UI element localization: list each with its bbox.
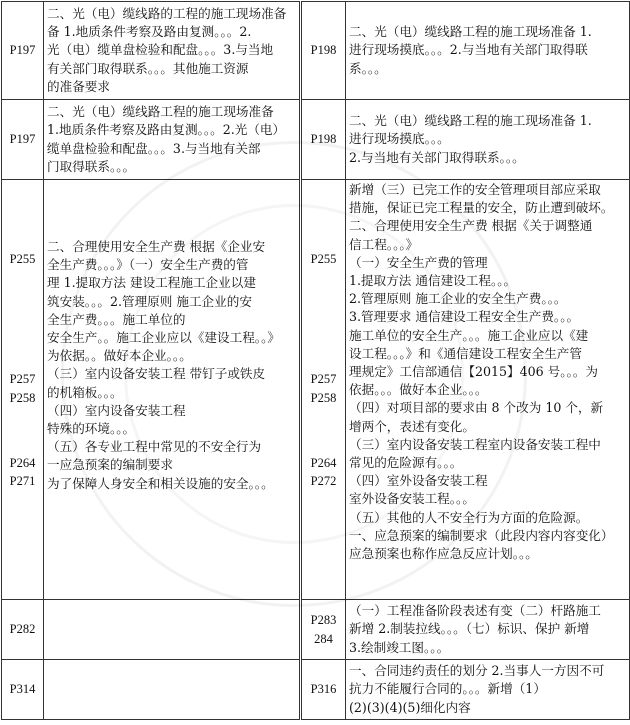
new-page-ref: P258 xyxy=(310,391,337,406)
old-page-ref: P197 xyxy=(2,100,44,180)
new-page-ref: P283 xyxy=(310,613,337,628)
new-line: 系。。。 xyxy=(349,60,387,76)
old-content xyxy=(44,180,301,600)
new-page-ref: P198 xyxy=(301,2,346,100)
new-line: 二、光（电）缆线路工程的施工现场准备 1. xyxy=(349,113,592,129)
new-line: 1.提取方法 通信建设工程。。。 xyxy=(349,273,517,289)
old-page-ref: P255 xyxy=(9,252,36,266)
table-row xyxy=(2,180,630,600)
new-line: 一、合同违约责任的划分 2.当事人一方因不可 xyxy=(349,663,605,679)
old-page-ref: P271 xyxy=(9,473,36,488)
old-line: 安全生产。。施工企业应以《建设工程。。》 xyxy=(47,330,280,346)
table-row xyxy=(2,660,630,720)
old-line: 全生产费。。。》（一）安全生产费的管 xyxy=(47,257,249,273)
old-page-ref: P282 xyxy=(2,600,44,660)
old-line: 缆单盘检验和配盘。。。3.与当地有关部 xyxy=(47,140,261,156)
old-line: 有关部门取得联系。。。其他施工资源 xyxy=(47,60,249,76)
old-content xyxy=(44,100,301,180)
new-line: 3.管理要求 通信建设工程安全生产费。。。 xyxy=(349,309,580,325)
new-line: （五）其他的人不安全行为方面的危险源。 xyxy=(349,509,589,525)
new-line: 室外设备安装工程。。。 xyxy=(349,491,475,507)
new-line: 常见的危险源有。。。 xyxy=(349,455,463,471)
old-line: （五）各专业工程中常见的不安全行为 xyxy=(47,439,262,455)
old-page-ref: P257 xyxy=(9,372,36,387)
old-content xyxy=(44,660,301,720)
new-page-ref: 284 xyxy=(314,631,333,646)
new-content xyxy=(346,600,630,660)
old-page-refs xyxy=(2,180,44,600)
comparison-table xyxy=(1,1,630,720)
old-page-ref: P197 xyxy=(2,2,44,100)
old-line: 的机箱板。。。 xyxy=(47,384,123,400)
new-line: 应急预案也称作应急反应计划。。。 xyxy=(349,546,538,562)
new-line: 措施，保证已完工程量的安全，防止遭到破坏。 xyxy=(349,200,614,216)
old-line: 一应急预案的编制要求 xyxy=(47,457,173,473)
new-line: （一）工程准备阶段表述有变（二）杆路施工 xyxy=(349,603,601,619)
new-line: （四）对项目部的要求由 8 个改为 10 个，新 xyxy=(349,400,604,416)
old-line: 1.地质条件考察及路由复测。。。2.光（电） xyxy=(47,122,286,138)
new-line: 信工程。。。》 xyxy=(349,236,419,252)
new-content xyxy=(346,180,630,600)
new-line: 2.与当地有关部门取得联系。。。 xyxy=(349,149,525,165)
old-line: 光（电）缆单盘检验和配盘。。。3.与当地 xyxy=(47,42,274,58)
table-row xyxy=(2,2,630,100)
new-line: 进行现场摸底。。。2.与当地有关部门取得联 xyxy=(349,42,588,58)
new-page-ref: P272 xyxy=(310,473,337,488)
new-line: （三）室内设备安装工程室内设备安装工程中 xyxy=(349,436,601,452)
new-content xyxy=(346,660,630,720)
new-page-ref: P255 xyxy=(310,252,337,266)
new-page-refs xyxy=(301,180,346,600)
new-page-ref: P198 xyxy=(301,100,346,180)
new-line: (2)(3)(4)(5)细化内容 xyxy=(349,699,471,715)
old-line: 特殊的环境。。。 xyxy=(47,421,136,437)
old-line: 筑安装。。。2.管理原则 施工企业的安 xyxy=(47,293,252,309)
old-line: （三）室内设备安装工程 带钉子或铁皮 xyxy=(47,366,266,382)
comparison-table-wrapper xyxy=(1,1,629,723)
new-line: 二、合理使用安全生产费 根据《关于调整通 xyxy=(349,218,593,234)
old-line: 二、光（电）缆线路工程的施工现场准备 xyxy=(47,104,274,120)
new-page-ref: P316 xyxy=(301,660,346,720)
new-content xyxy=(346,2,630,100)
new-line: 增两个，表述有变化。 xyxy=(349,418,475,434)
new-line: 新增（三）已完工作的安全管理项目部应采取 xyxy=(349,182,601,197)
old-line: 为依据。。做好本企业。。。 xyxy=(47,348,192,364)
old-line: 门取得联系。。。 xyxy=(47,158,136,174)
old-page-ref: P314 xyxy=(2,660,44,720)
new-line: 2.管理原则 施工企业的安全生产费。。。 xyxy=(349,291,567,307)
new-line: （一）安全生产费的管理 xyxy=(349,254,488,270)
old-line: 全生产费。。。施工单位的 xyxy=(47,311,186,327)
old-line: （四）室内设备安装工程 xyxy=(47,402,186,418)
old-content xyxy=(44,2,301,100)
old-line: 理 1.提取方法 建设工程施工企业以建 xyxy=(47,275,256,291)
old-line: 二、合理使用安全生产费 根据《企业安 xyxy=(47,239,266,254)
new-content xyxy=(346,100,630,180)
old-line: 的准备要求 xyxy=(47,78,110,94)
new-line: （四）室外设备安装工程 xyxy=(349,473,488,489)
new-line: 新增 2.制装拉线。。。（七）标识、保护 新增 xyxy=(349,621,590,637)
new-line: 抗力不能履行合同的。。。新增（1） xyxy=(349,681,546,697)
new-line: 一、应急预案的编制要求（此段内容内容变化） xyxy=(349,527,614,543)
new-page-ref: P264 xyxy=(310,455,337,470)
old-page-ref: P258 xyxy=(9,391,36,406)
new-line: 二、光（电）缆线路工程的施工现场准备 1. xyxy=(349,24,592,40)
old-line: 备 1.地质条件考察及路由复测。。。2. xyxy=(47,24,252,40)
old-line: 二、光（电）缆线路的工程的施工现场准备 xyxy=(47,5,287,21)
new-line: 依据。。。做好本企业。。。 xyxy=(349,382,488,398)
old-line: 为了保障人身安全和相关设施的安全。。。 xyxy=(47,475,274,491)
table-row xyxy=(2,100,630,180)
old-content xyxy=(44,600,301,660)
new-line: 设工程。。。》和《通信建设工程安全生产管 xyxy=(349,345,582,361)
old-page-ref: P264 xyxy=(9,455,36,470)
new-page-refs xyxy=(301,600,346,660)
table-row xyxy=(2,600,630,660)
new-line: 3.绘制竣工图。。。 xyxy=(349,639,450,655)
new-line: 进行现场摸底。。。 xyxy=(349,131,450,147)
new-line: 理规定》工信部通信【2015】406 号。。。为 xyxy=(349,364,598,380)
new-page-ref: P257 xyxy=(310,372,337,387)
new-line: 施工单位的安全生产。。。施工企业应以《建 xyxy=(349,327,589,343)
